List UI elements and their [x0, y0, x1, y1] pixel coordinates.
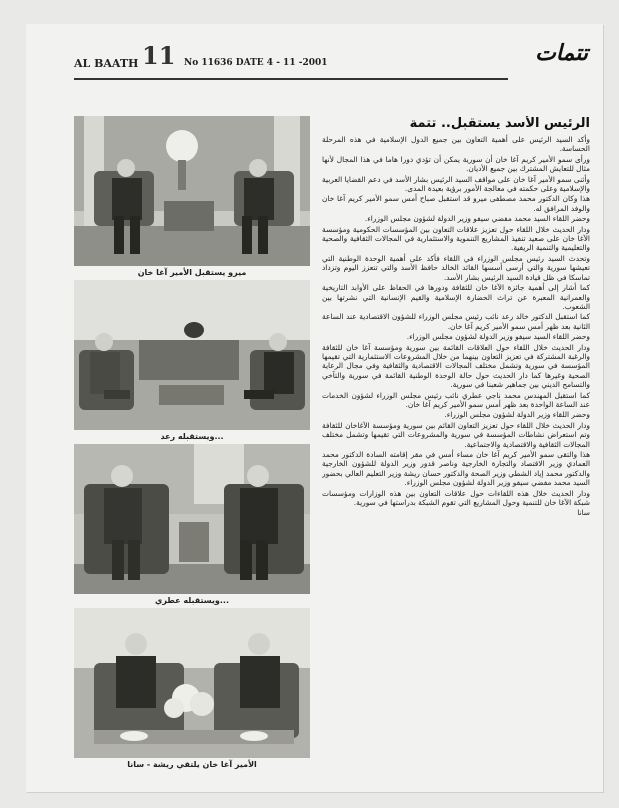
article-paragraph: ودار الحديث خلال اللقاء حول العلاقات القائمة بين سورية ومؤسسة آغا خان للثقافة والرغبة المشتركة في تعزيز التعاون بينهما من خلال المشروعات الاستثمارية التي تقيمها المؤسسة في سورية وتشمل مختلف المجالات الاقتصادية والثقافية وفي مجال الرعاية الصحية وغيرها كما دار الحديث حول حالة الوحدة الوطنية القائمة في سورية والتآخي والتسامح الديني بين جماهير شعبنا في سورية.: [322, 342, 590, 390]
newspaper-clipping: [26, 24, 603, 792]
article-paragraph: كما استقبل الدكتور خالد رعد نائب رئيس مجلس الوزراء للشؤون الاقتصادية عند الساعة الثانية بعد ظهر أمس سمو الأمير كريم آغا خان.: [322, 312, 590, 331]
photo-meeting-miro: [74, 116, 310, 266]
publication-name: AL BAATH: [74, 57, 139, 70]
article-paragraph: وأثنى سمو الأمير آغا خان على مواقف السيد الرئيس بشار الأسد في دعم القضايا العربية والإسلامية وعلى حكمته في معالجة الأمور برؤية بعيدة المدى.: [322, 174, 590, 194]
photo-meeting-otri: [74, 444, 310, 594]
article-paragraph: وأكد السيد الرئيس على أهمية التعاون بين جميع الدول الإسلامية في هذه المرحلة الحساسة.: [322, 135, 590, 154]
photo-column: [74, 116, 310, 772]
issue-date-line: No 11636 DATE 4 - 11 -2001: [184, 58, 328, 68]
page-number: 11: [142, 41, 176, 70]
section-title: تتمات: [535, 40, 588, 66]
article-paragraph: ورأى سمو الأمير كريم آغا خان أن سورية يمكن أن تؤدي دورا هاما في هذا المجال لأنها مثال للتعايش المشترك بين جميع الأديان.: [322, 154, 590, 174]
article-headline: الرئيس الأسد يستقبل.. تتمة: [409, 116, 590, 131]
article-paragraph: ودار الحديث خلال اللقاء حول تعزيز علاقات التعاون بين المؤسسات الحكومية ومؤسسة الآغا خان على صعيد تنفيذ المشاريع التنموية والاستثمارية في المجالات الثقافية والصحية والتعليمية والتنمية الريفية.: [322, 224, 590, 253]
article-body: [322, 116, 590, 780]
article-paragraph: وتحدث السيد رئيس مجلس الوزراء في اللقاء فأكد على أهمية الوحدة الوطنية التي تعيشها سورية والتي أرسى أسسها القائد الخالد حافظ الأسد والتي تتعزز اليوم وتزداد تماسكا في ظل قيادة السيد الرئيس بشار الأسد.: [322, 253, 590, 282]
photo-caption: الأمير آغا خان يلتقي ريشة - سانا: [127, 760, 257, 769]
article-paragraph: وحضر اللقاء وزير الدولة لشؤون مجلس الوزراء.: [444, 410, 590, 420]
article-paragraph: وحضر اللقاء السيد محمد مفضي سيفو وزير الدولة لشؤون مجلس الوزراء.: [364, 214, 590, 224]
article-paragraph: وحضر اللقاء السيد سيفو وزير الدولة لشؤون مجلس الوزراء.: [406, 332, 590, 342]
photo-caption: ...ويستقبله عطري: [155, 596, 229, 605]
page-header: [74, 40, 588, 76]
photo-caption: ...ويستقبله رعد: [160, 432, 224, 441]
photo-meeting-raad: [74, 280, 310, 430]
article-paragraph: ودار الحديث خلال هذه اللقاءات حول علاقات التعاون بين هذه الوزارات ومؤسسات شبكة الآغا خان للتنمية وحول المشاريع التي تقوم الشبكة بدراستها في سورية.: [322, 488, 590, 508]
article-paragraph: هذا وكان الدكتور محمد مصطفى ميرو قد استقبل صباح أمس سمو الأمير كريم آغا خان والوفد المرافق له.: [322, 194, 590, 213]
article-paragraph: هذا والتقى سمو الأمير كريم آغا خان مساء أمس في مقر إقامته السادة الدكتور محمد العمادي وزير الاقتصاد والتجارة الخارجية وناصر قدور وزير الدولة للشؤون الخارجية والدكتور محمد إياد الشطي وزير الصحة والدكتور حسان ريشة وزير التعليم العالي بحضور السيد محمد مفضي سيفو وزير الدولة لشؤون مجلس الوزراء.: [322, 450, 590, 488]
photo-meeting-risha: [74, 608, 310, 758]
article-paragraph: كما أشار إلى أهمية جائزة الآغا خان للثقافة ودورها في الحفاظ على الأوابد التاريخية والعمرانية المعبرة عن تراث الحضارة الإسلامية والقيم الإنسانية التي نشرتها بين الشعوب.: [322, 283, 590, 311]
photo-caption: ميرو يستقبل الأمير آغا خان: [137, 268, 247, 277]
article-signoff: سانا: [577, 508, 590, 518]
header-rule: [74, 78, 508, 80]
article-paragraph: كما استقبل المهندس محمد ناجي عطري نائب رئيس مجلس الوزراء لشؤون الخدمات عند الساعة الواحدة بعد ظهر أمس سمو الأمير كريم آغا خان.: [322, 390, 590, 409]
article-paragraph: ودار الحديث خلال اللقاء حول تعزيز التعاون القائم بين سورية ومؤسسة الآغاخان للثقافة وتم استعراض نشاطات المؤسسة في سورية والمشروعات التي تقيمها وتشمل مختلف المجالات الثقافية والاقتصادية والاجتماعية.: [322, 420, 590, 449]
